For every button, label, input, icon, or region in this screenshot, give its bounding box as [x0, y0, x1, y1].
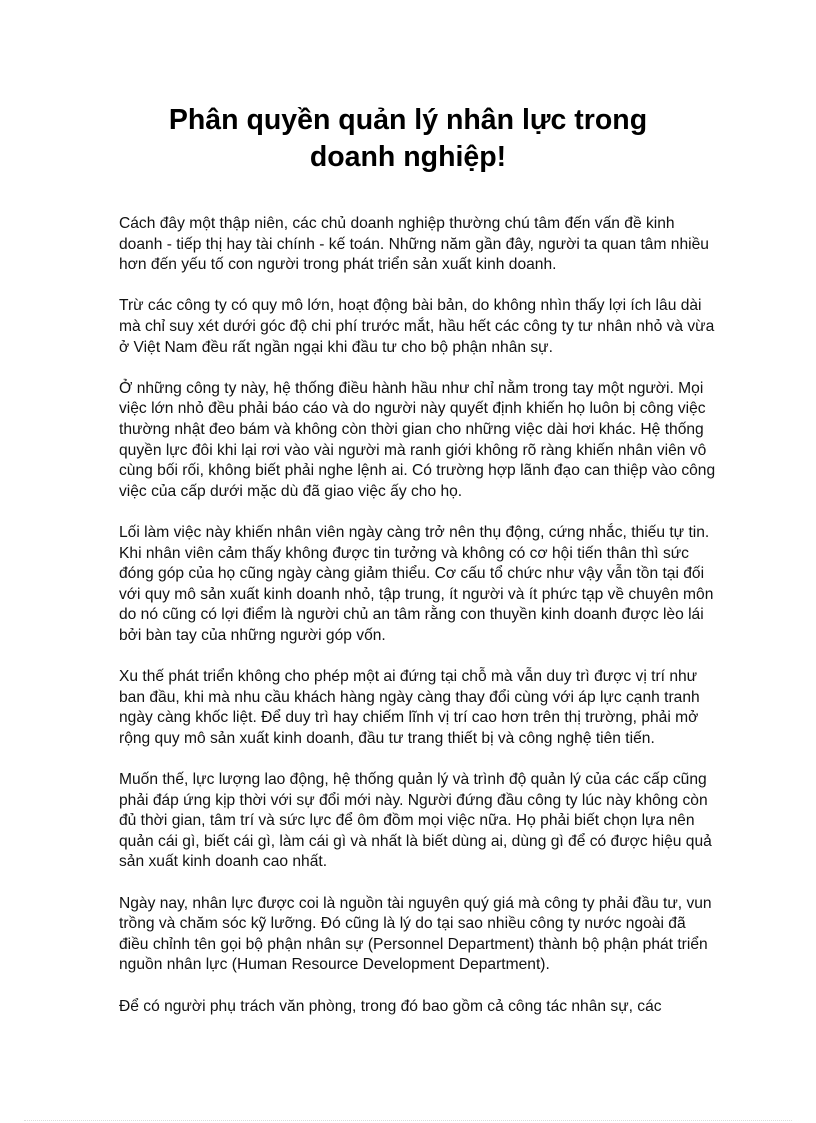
page-bottom-divider: [24, 1120, 792, 1121]
paragraph-7: Ngày nay, nhân lực được coi là nguồn tài nguyên quý giá mà công ty phải đầu tư, vun trồng và chăm sóc kỹ lưỡng. Đó cũng là lý do tại sao nhiều công ty nước ngoài đã điều chỉnh tên gọi bộ phận nhân sự (Personnel Department) thành bộ phận phát triển nguồn nhân lực (Human Resource Development Department).: [119, 894, 712, 974]
document-title: [100, 102, 716, 176]
paragraph-1: Cách đây một thập niên, các chủ doanh nghiệp thường chú tâm đến vấn đề kinh doanh - tiếp thị hay tài chính - kế toán. Những năm gần đây, người ta quan tâm nhiều hơn đến yếu tố con người trong phát triển sản xuất kinh doanh.: [119, 215, 709, 274]
title-line-1: Phân quyền quản lý nhân lực trong: [168, 104, 648, 136]
paragraph-4: Lối làm việc này khiến nhân viên ngày càng trở nên thụ động, cứng nhắc, thiếu tự tin. Khi nhân viên cảm thấy không được tin tưởng và không có cơ hội tiến thân thì sức đóng góp của họ cũng ngày càng giảm thiểu. Cơ cấu tổ chức như vậy vẫn tồn tại đối với quy mô sản xuất kinh doanh nhỏ, tập trung, ít người và ít phức tạp về chuyên môn do nó cũng có lợi điểm là người chủ an tâm rằng con thuyền kinh doanh được lèo lái bởi bàn tay của những người góp vốn.: [119, 523, 714, 644]
paragraph-6: Muốn thế, lực lượng lao động, hệ thống quản lý và trình độ quản lý của các cấp cũng phải đáp ứng kịp thời với sự đổi mới này. Người đứng đầu công ty lúc này không còn đủ thời gian, tâm trí và sức lực để ôm đồm mọi việc nữa. Họ phải biết chọn lựa nên quản cái gì, biết cái gì, làm cái gì và nhất là biết dùng ai, dùng gì để có được hiệu quả sản xuất kinh doanh cao nhất.: [119, 771, 712, 871]
document-body: [119, 214, 719, 1038]
paragraph-2: Trừ các công ty có quy mô lớn, hoạt động bài bản, do không nhìn thấy lợi ích lâu dài mà chỉ suy xét dưới góc độ chi phí trước mắt, hầu hết các công ty tư nhân nhỏ và vừa ở Việt Nam đều rất ngần ngại khi đầu tư cho bộ phận nhân sự.: [119, 297, 715, 356]
paragraph-8: Để có người phụ trách văn phòng, trong đó bao gồm cả công tác nhân sự, các: [119, 997, 662, 1015]
paragraph-3: Ở những công ty này, hệ thống điều hành hầu như chỉ nằm trong tay một người. Mọi việc lớn nhỏ đều phải báo cáo và do người này quyết định khiến họ luôn bị công việc thường nhật đeo bám và không còn thời gian cho những việc dài hơi khác. Hệ thống quyền lực đôi khi lại rơi vào vài người mà ranh giới không rõ ràng khiến nhân viên vô cùng bối rối, không biết phải nghe lệnh ai. Có trường hợp lãnh đạo can thiệp vào công việc của cấp dưới mặc dù đã giao việc ấy cho họ.: [119, 379, 716, 500]
title-line-2: doanh nghiệp!: [309, 141, 507, 173]
paragraph-5: Xu thế phát triển không cho phép một ai đứng tại chỗ mà vẫn duy trì được vị trí như ban đầu, khi mà nhu cầu khách hàng ngày càng thay đổi cùng với áp lực cạnh tranh ngày càng khốc liệt. Để duy trì hay chiếm lĩnh vị trí cao hơn trên thị trường, phải mở rộng quy mô sản xuất kinh doanh, đầu tư trang thiết bị và công nghệ tiên tiến.: [119, 668, 700, 747]
